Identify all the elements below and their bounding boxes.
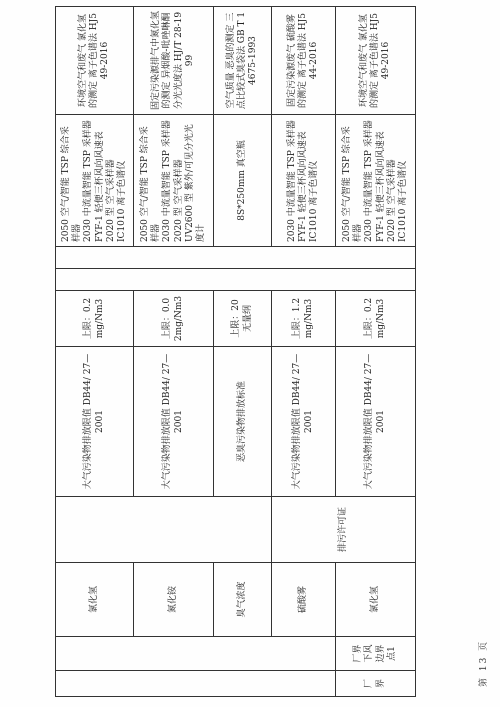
location-cell <box>56 671 336 697</box>
instrument-line: FYF-1 轻便三杯风向风速表 <box>297 131 308 242</box>
pollutant-cell: 硫酸雾 <box>272 563 336 637</box>
method-cell <box>56 269 416 291</box>
pollutant-cell: 氯化氢 <box>56 563 134 637</box>
instrument-cell <box>56 115 134 247</box>
limit-cell: 上限：1.2mg/Nm3 <box>272 291 336 347</box>
instrument-line: IC1010 离子色谱仪 <box>398 160 408 242</box>
permit-cell <box>56 497 272 563</box>
analysis-cell: 空气质量 恶臭的测定 三点比较式臭袋法 GB T 14675-1993 <box>214 7 272 115</box>
point-cell <box>56 637 336 671</box>
page-number: 第 13 页 <box>479 639 489 687</box>
table-row <box>214 7 272 697</box>
instrument-line: 2030 中流量智能 TSP 采样器 <box>364 120 375 242</box>
limit-cell: 上限：0.2mg/Nm3 <box>336 291 416 347</box>
analysis-cell: 环境空气和废气 氯化氢的测定 离子色谱法 HJ549-2016 <box>336 7 416 115</box>
instrument-line: 2050 空气/智能 TSP 综合采样器 <box>139 126 161 242</box>
instrument-line: 2020 型 空气采样器 <box>105 159 116 242</box>
instrument-cell: 8S*250mm 真空瓶 <box>214 115 272 247</box>
standard-cell: 恶臭污染物排放标准 <box>214 347 272 497</box>
analysis-cell: 环境空气和废气 氯化氢的测定 离子色谱法 HJ549-2016 <box>56 7 134 115</box>
instrument-line: 2030 中流量智能 TSP 采样器 <box>83 120 94 242</box>
location-cell: 厂界 <box>336 671 416 697</box>
pollutant-cell: 臭气浓度 <box>214 563 272 637</box>
analysis-cell: 固定污染源废气 硫酸雾的测定 离子色谱法 HJ544-2016 <box>272 7 336 115</box>
instrument-cell <box>134 115 214 247</box>
limit-cell: 上限：20 无量纲 <box>214 291 272 347</box>
standard-cell: 大气污染物排放限值 DB44/ 27—2001 <box>134 347 214 497</box>
standard-cell: 大气污染物排放限值 DB44/ 27—2001 <box>56 347 134 497</box>
instrument-cell <box>336 115 416 247</box>
instrument-line: UV2600 型 紫外/可见分光光度计 <box>184 124 206 242</box>
instrument-cell <box>272 115 336 247</box>
instrument-line: 2030 中流量智能 TSP 采样器 <box>162 120 173 242</box>
instrument-line: 2030 中流量智能 TSP 采样器 <box>286 120 297 242</box>
table-row <box>272 7 336 697</box>
instrument-line: 2020 型 空气采样器 <box>386 159 397 242</box>
pollutant-cell: 氯化氢 <box>336 563 416 637</box>
analysis-cell: 固定污染源排气中氮化氢的测定 异烟酸-吡唑啉酮分光光度法 HJ/T 28-1999 <box>134 7 214 115</box>
standard-cell: 大气污染物排放限值 DB44/ 27—2001 <box>272 347 336 497</box>
standard-cell: 大气污染物排放限值 DB44/ 27—2001 <box>336 347 416 497</box>
permit-cell: 排污许可证 <box>272 497 416 563</box>
instrument-line: 2050 空气/智能 TSP 综合采样器 <box>60 126 82 242</box>
table-row <box>134 7 214 697</box>
monitoring-table <box>55 6 416 697</box>
instrument-line: IC1010 离子色谱仪 <box>309 160 320 242</box>
instrument-line: IC1010 离子色谱仪 <box>117 160 127 242</box>
table-row <box>336 7 416 697</box>
pollutant-cell: 氮化铵 <box>134 563 214 637</box>
table-row <box>56 7 134 697</box>
instrument-line: FYF-1 轻便三杯风向风速表 <box>375 131 386 242</box>
limit-cell: 上限：0.02mg/Nm3 <box>134 291 214 347</box>
limit-cell: 上限：0.2mg/Nm3 <box>56 291 134 347</box>
instrument-line: 2050 空气/智能 TSP 综合采样器 <box>341 126 363 242</box>
instrument-line: FYF-1 轻便三杯风向风速表 <box>94 131 105 242</box>
point-cell: 厂界下风边界点1 <box>336 637 416 671</box>
instrument-line: 2020 型 空气采样器 <box>173 159 184 242</box>
frequency-cell <box>56 247 416 269</box>
